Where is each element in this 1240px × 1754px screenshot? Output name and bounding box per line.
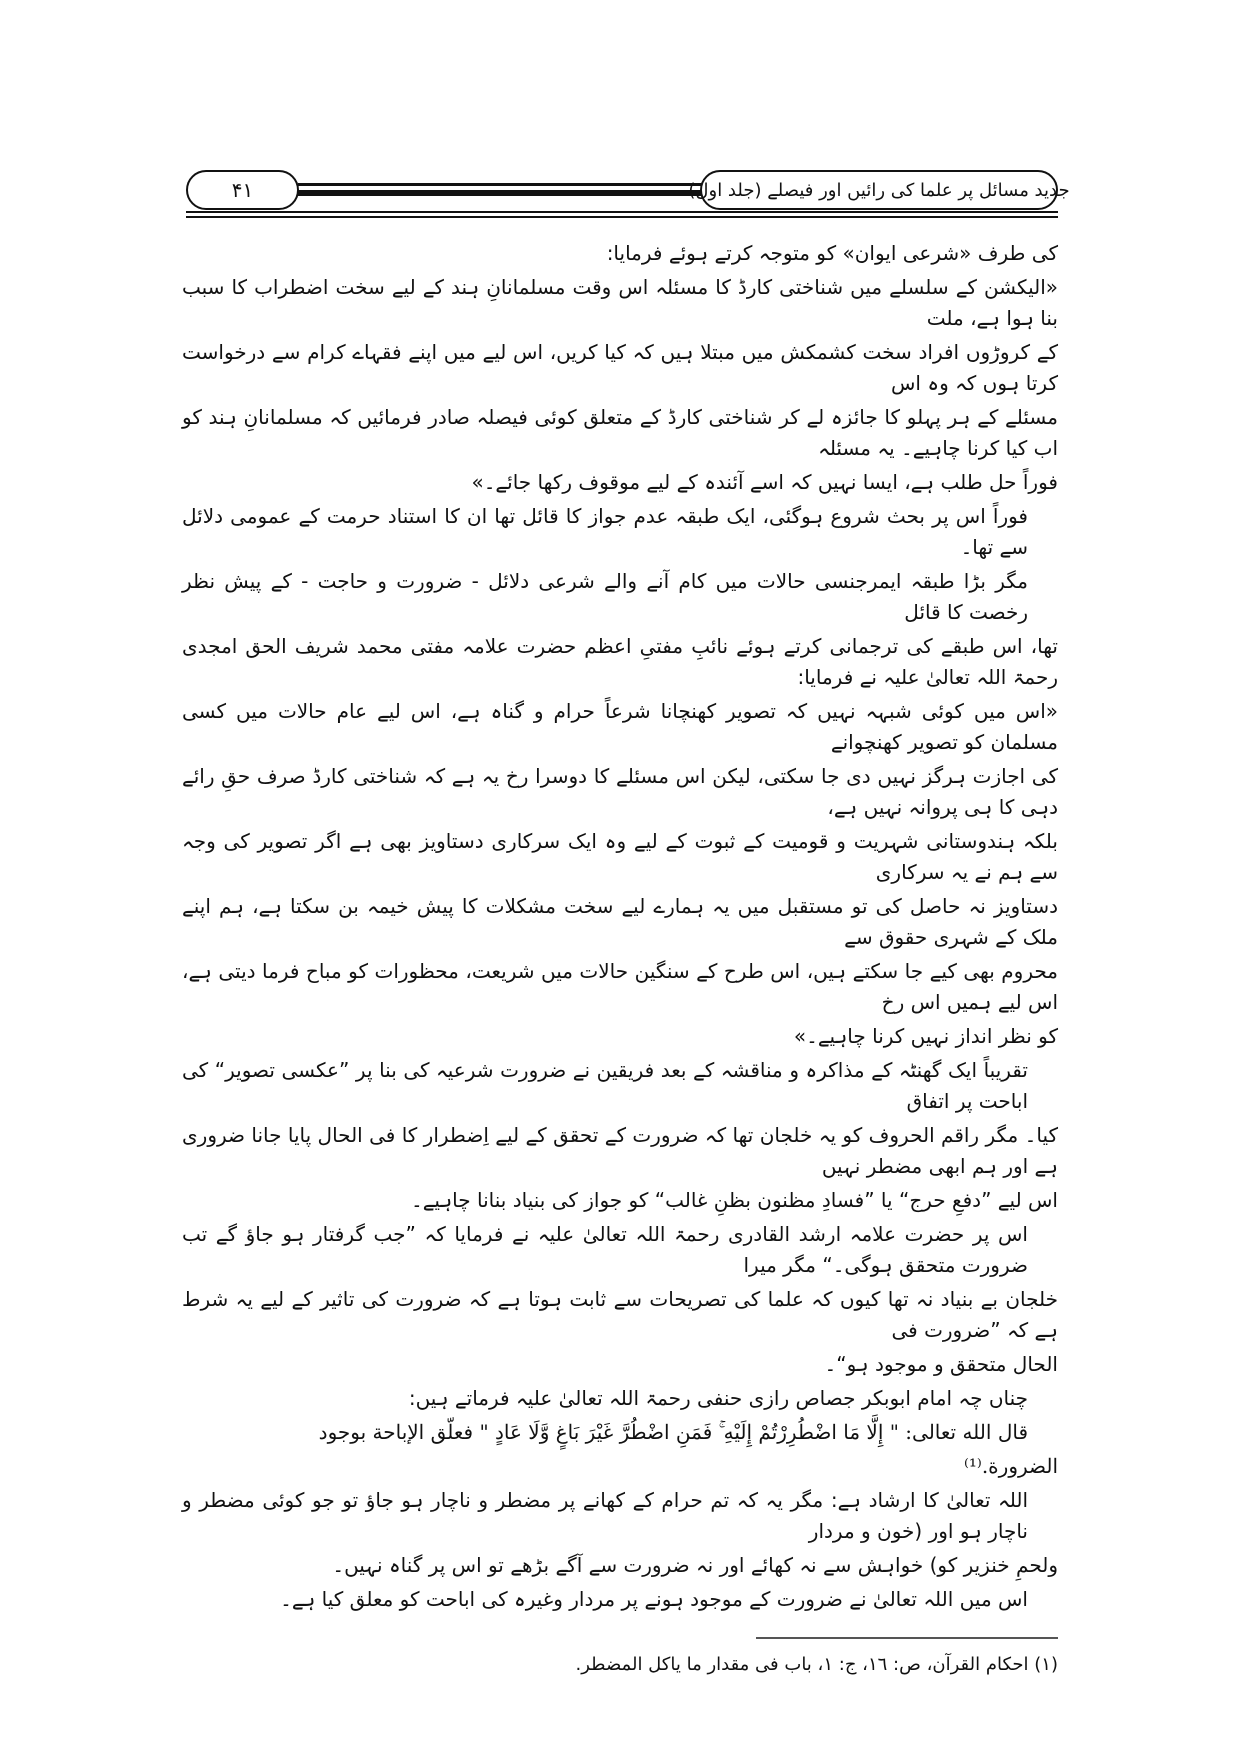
- text-line: اس پر حضرت علامہ ارشد القادری رحمۃ اللہ تعالیٰ علیہ نے فرمایا کہ ”جب گرفتار ہو جاؤ گے تب ضرورت متحقق ہوگی۔“ مگر میرا: [182, 1222, 1028, 1277]
- text-line: محروم بھی کیے جا سکتے ہیں، اس طرح کے سنگین حالات میں شریعت، محظورات کو مباح فرما دیتی ہے، اس لیے ہمیں اس رخ: [182, 959, 1058, 1014]
- text-line: کیا۔ مگر راقم الحروف کو یہ خلجان تھا کہ ضرورت کے تحقق کے لیے اِضطرار کا فی الحال پایا جانا ضروری ہے اور ہم ابھی مضطر نہیں: [182, 1123, 1058, 1178]
- text-line: کو نظر انداز نہیں کرنا چاہیے۔»: [793, 1024, 1058, 1048]
- text-line: کی طرف «شرعی ایوان» کو متوجہ کرتے ہوئے فرمایا:: [606, 241, 1058, 265]
- text-line: کی اجازت ہرگز نہیں دی جا سکتی، لیکن اس مسئلے کا دوسرا رخ یہ ہے کہ شناختی کارڈ صرف حقِ رائے دہی کا ہی پروانہ نہیں ہے،: [182, 764, 1058, 819]
- text-line: تھا، اس طبقے کی ترجمانی کرتے ہوئے نائبِ مفتیِ اعظم حضرت علامہ مفتی محمد شریف الحق امجدی رحمۃ اللہ تعالیٰ علیہ نے فرمایا:: [182, 634, 1058, 689]
- text-line: دستاویز نہ حاصل کی تو مستقبل میں یہ ہمارے لیے سخت مشکلات کا پیش خیمہ بن سکتا ہے، ہم اپنے ملک کے شہری حقوق سے: [182, 894, 1058, 949]
- header-rule: [298, 183, 734, 186]
- page-number: ۴۱: [186, 170, 299, 210]
- header-rule: [186, 216, 1058, 218]
- text-line: بلکہ ہندوستانی شہریت و قومیت کے ثبوت کے لیے وہ ایک سرکاری دستاویز بھی ہے اگر تصویر کی وجہ سے ہم نے یہ سرکاری: [182, 829, 1058, 884]
- footnote-divider-wrap: [182, 1637, 1058, 1639]
- text-line: اس میں اللہ تعالیٰ نے ضرورت کے موجود ہونے پر مردار وغیرہ کی اباحت کو معلق کیا ہے۔: [280, 1587, 1028, 1611]
- text-line: فوراً اس پر بحث شروع ہوگئی، ایک طبقہ عدم جواز کا قائل تھا ان کا استناد حرمت کے عمومی دلائل سے تھا۔: [182, 504, 1028, 559]
- text-line: ولحمِ خنزیر کو) خواہش سے نہ کھائے اور نہ ضرورت سے آگے بڑھے تو اس پر گناہ نہیں۔: [332, 1553, 1058, 1577]
- text-line: مگر بڑا طبقہ ایمرجنسی حالات میں کام آنے والے شرعی دلائل - ضرورت و حاجت - کے پیش نظر رخصت کا قائل: [182, 569, 1028, 624]
- arabic-quote-line: قال الله تعالى: " إِلَّا مَا اضْطُرِرْتُمْ إِلَيْهِ ۚ فَمَنِ اضْطُرَّ غَيْرَ بَاغٍ وَّلَا عَادٍ " فعلّق الإباحة بوجود: [318, 1420, 1028, 1444]
- text-line: مسئلے کے ہر پہلو کا جائزہ لے کر شناختی کارڈ کے متعلق کوئی فیصلہ صادر فرمائیں کہ مسلمانانِ ہند کو اب کیا کرنا چاہیے۔ یہ مسئلہ: [182, 405, 1058, 460]
- text-line: فوراً حل طلب ہے، ایسا نہیں کہ اسے آئندہ کے لیے موقوف رکھا جائے۔»: [471, 470, 1058, 494]
- text-line: «اس میں کوئی شبہہ نہیں کہ تصویر کھنچانا شرعاً حرام و گناہ ہے، اس لیے عام حالات میں کسی مسلمان کو تصویر کھنچوانے: [182, 699, 1058, 754]
- arabic-quote-line: الضرورة.⁽¹⁾: [963, 1454, 1058, 1478]
- running-header: [0, 0, 1240, 238]
- text-line: چناں چہ امام ابوبکر جصاص رازی حنفی رحمۃ اللہ تعالیٰ علیہ فرماتے ہیں:: [408, 1386, 1028, 1410]
- text-line: خلجان بے بنیاد نہ تھا کیوں کہ علما کی تصریحات سے ثابت ہوتا ہے کہ ضرورت کی تاثیر کے لیے یہ شرط ہے کہ ”ضرورت فی: [182, 1287, 1058, 1342]
- page-body: [182, 238, 1058, 1709]
- header-rule: [186, 211, 1058, 213]
- text-line: تقریباً ایک گھنٹہ کے مذاکرہ و مناقشہ کے بعد فریقین نے ضرورت شرعیہ کی بنا پر ”عکسی تصویر“ کی اباحت پر اتفاق: [182, 1058, 1028, 1113]
- text-line: «الیکشن کے سلسلے میں شناختی کارڈ کا مسئلہ اس وقت مسلمانانِ ہند کے لیے سخت اضطراب کا سبب بنا ہوا ہے، ملت: [182, 275, 1058, 330]
- header-rule: [298, 190, 734, 196]
- text-line: اس لیے ”دفعِ حرج“ یا ”فسادِ مظنون بظنِ غالب“ کو جواز کی بنیاد بنانا چاہیے۔: [410, 1188, 1058, 1212]
- text-line: الحال متحقق و موجود ہو“۔: [824, 1352, 1058, 1376]
- book-title: جدید مسائل پر علما کی رائیں اور فیصلے (جلد اول): [700, 170, 1058, 210]
- footnote: (۱) احکام القرآن، ص: ١٦، ج: ١، باب فی مقدار ما یاکل المضطر.: [575, 1654, 1058, 1675]
- footnote-divider: [756, 1637, 1058, 1639]
- text-line: اللہ تعالیٰ کا ارشاد ہے: مگر یہ کہ تم حرام کے کھانے پر مضطر و ناچار ہو جاؤ تو جو کوئی مضطر و ناچار ہو اور (خون و مردار: [182, 1488, 1028, 1543]
- text-line: کے کروڑوں افراد سخت کشمکش میں مبتلا ہیں کہ کیا کریں، اس لیے میں اپنے فقہاے کرام سے درخواست کرتا ہوں کہ وہ اس: [182, 340, 1058, 395]
